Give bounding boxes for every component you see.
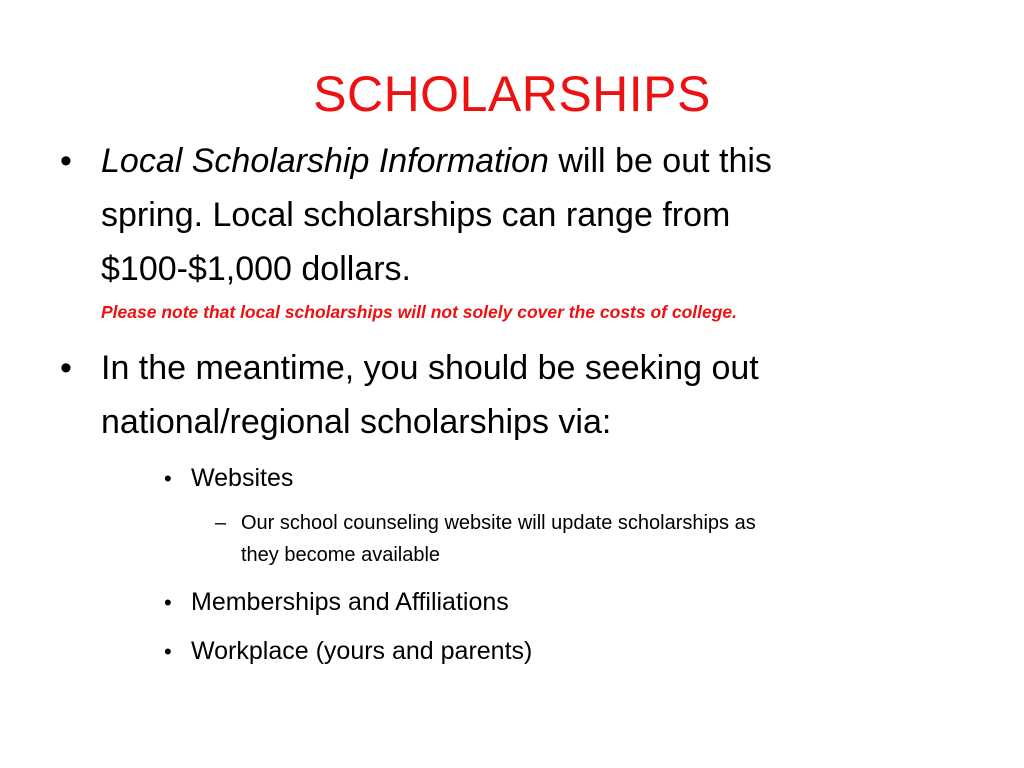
meantime-line1: In the meantime, you should be seeking out: [101, 349, 759, 387]
local-scholarship-line2: spring. Local scholarships can range from: [101, 196, 731, 234]
bullet-local-scholarships: [60, 134, 960, 296]
sub-bullet-workplace: [164, 634, 664, 668]
sub-bullet-text: Memberships and Affiliations: [191, 588, 509, 616]
bullet-text: [101, 134, 971, 296]
sub-bullet-text: Websites: [191, 464, 294, 492]
local-scholarship-line3: $100-$1,000 dollars.: [101, 250, 412, 288]
counseling-line2: they become available: [241, 544, 441, 566]
local-scholarship-info-italic: Local Scholarship Information: [101, 142, 549, 180]
meantime-line2: national/regional scholarships via:: [101, 403, 612, 441]
sub-sub-bullet-text: [241, 507, 941, 571]
sub-bullet-text: Workplace (yours and parents): [191, 637, 533, 665]
sub-bullet-memberships: [164, 585, 664, 619]
bullet-icon: •: [164, 466, 172, 491]
red-note: Please note that local scholarships will not solely cover the costs of college.: [101, 302, 738, 322]
sub-bullet-websites: [164, 461, 564, 495]
counseling-line1: Our school counseling website will update scholarships as: [241, 512, 756, 534]
bullet-text: [101, 341, 971, 449]
bullet-meantime: [60, 341, 960, 449]
bullet-icon: •: [60, 349, 72, 387]
bullet-icon: •: [164, 590, 172, 615]
bullet-icon: •: [60, 142, 72, 180]
dash-icon: –: [215, 512, 227, 534]
slide-title: SCHOLARSHIPS: [313, 66, 711, 122]
sub-sub-bullet-counseling-website: [215, 507, 935, 571]
bullet-icon: •: [164, 639, 172, 664]
local-scholarship-line1-rest: will be out this: [548, 142, 772, 180]
